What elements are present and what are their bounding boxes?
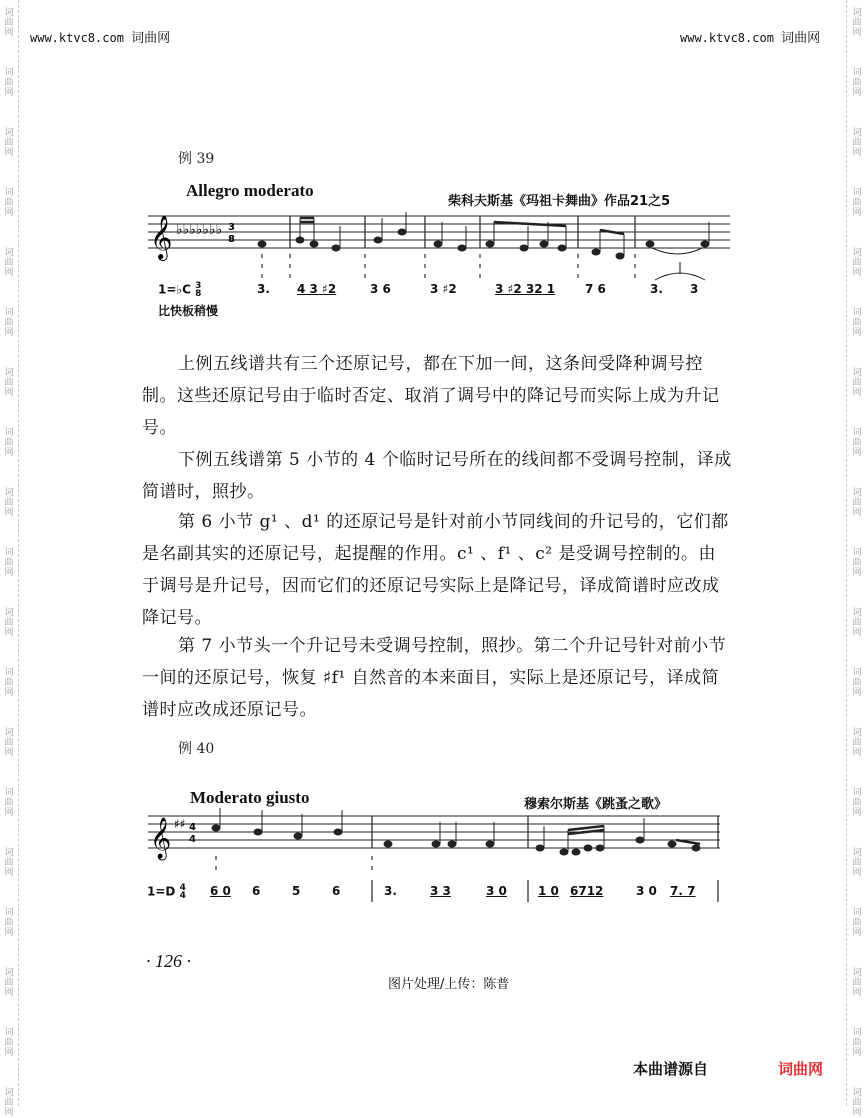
example-39-score — [140, 204, 740, 314]
watermark-char: 词 — [852, 1088, 862, 1098]
watermark-char: 网 — [852, 268, 862, 278]
example-40-jianpu-barlines — [146, 880, 726, 906]
beams — [568, 826, 700, 844]
watermark-char: 词 — [4, 428, 14, 438]
watermark-group — [2, 728, 16, 758]
paragraph-2-text: 下例五线谱第 5 小节的 4 个临时记号所在的线间都不受调号控制，译成简谱时，照抄。 — [142, 450, 732, 502]
watermark-group — [850, 308, 864, 338]
watermark-char: 词 — [4, 908, 14, 918]
right-dashed-border — [846, 0, 847, 1106]
time-signature-bottom: 8 — [228, 234, 235, 245]
jianpu-cell: 3 3 — [430, 884, 451, 898]
right-watermark-column — [850, 0, 864, 1118]
guide-ticks — [216, 856, 372, 870]
time-signature-bottom: 4 — [189, 834, 196, 845]
watermark-char: 曲 — [4, 378, 14, 388]
watermark-char: 曲 — [4, 918, 14, 928]
jianpu-cell: 7. 7 — [670, 884, 696, 898]
watermark-char: 网 — [4, 568, 14, 578]
jianpu-cell: 6712 — [570, 884, 604, 898]
watermark-group — [850, 488, 864, 518]
watermark-char: 曲 — [4, 18, 14, 28]
watermark-char: 词 — [4, 1088, 14, 1098]
jianpu-cell: 1 0 — [538, 884, 559, 898]
watermark-char: 词 — [4, 1028, 14, 1038]
watermark-char: 曲 — [852, 1038, 862, 1048]
watermark-char: 词 — [4, 548, 14, 558]
stems — [300, 212, 709, 256]
page-number: · 126 · — [146, 951, 191, 971]
watermark-char: 曲 — [852, 18, 862, 28]
watermark-char: 网 — [4, 628, 14, 638]
watermark-group — [850, 788, 864, 818]
watermark-group — [2, 668, 16, 698]
tie — [652, 248, 702, 254]
watermark-group — [2, 428, 16, 458]
watermark-char: 词 — [4, 68, 14, 78]
watermark-char: 词 — [852, 908, 862, 918]
watermark-char: 网 — [852, 568, 862, 578]
watermark-char: 曲 — [852, 918, 862, 928]
watermark-char: 词 — [4, 788, 14, 798]
watermark-char: 网 — [4, 448, 14, 458]
jianpu-cell: 3. — [257, 282, 270, 296]
watermark-group — [850, 368, 864, 398]
key-signature-flats: ♭♭♭♭♭♭♭ — [176, 222, 223, 238]
source-label: 本曲谱源自 — [633, 1060, 709, 1078]
watermark-char: 词 — [852, 488, 862, 498]
watermark-group — [2, 68, 16, 98]
watermark-char: 曲 — [852, 198, 862, 208]
example-39-key — [158, 282, 201, 298]
example-39-label: 例 39 — [178, 151, 215, 167]
watermark-char: 曲 — [852, 558, 862, 568]
key-signature-sharps: ♯♯ — [174, 817, 186, 831]
watermark-group — [850, 668, 864, 698]
watermark-group — [850, 248, 864, 278]
time-signature-top: 4 — [189, 822, 196, 833]
watermark-char: 词 — [852, 188, 862, 198]
watermark-char: 曲 — [4, 858, 14, 868]
watermark-char: 词 — [4, 128, 14, 138]
watermark-char: 词 — [852, 368, 862, 378]
jianpu-cell: 6 — [332, 884, 341, 898]
watermark-group — [850, 968, 864, 998]
watermark-char: 词 — [4, 248, 14, 258]
watermark-char: 曲 — [4, 558, 14, 568]
left-dashed-border — [18, 0, 19, 1106]
header-left-site[interactable]: 词曲网 — [131, 31, 171, 46]
watermark-char: 网 — [4, 388, 14, 398]
example-39-tempo: Allegro moderato — [186, 181, 314, 200]
watermark-char: 曲 — [852, 678, 862, 688]
paragraph-4 — [142, 630, 732, 726]
watermark-group — [2, 608, 16, 638]
watermark-char: 网 — [852, 748, 862, 758]
jianpu-cell: 5 — [292, 884, 301, 898]
watermark-char: 网 — [852, 988, 862, 998]
watermark-char: 词 — [852, 248, 862, 258]
watermark-char: 网 — [4, 88, 14, 98]
watermark-char: 曲 — [4, 198, 14, 208]
watermark-char: 网 — [4, 1048, 14, 1058]
watermark-char: 曲 — [852, 1098, 862, 1108]
watermark-char: 网 — [852, 148, 862, 158]
watermark-char: 网 — [4, 928, 14, 938]
example-40-composer: 穆索尔斯基《跳蚤之歌》 — [524, 797, 668, 812]
watermark-char: 网 — [4, 808, 14, 818]
paragraph-3 — [142, 506, 732, 634]
paragraph-4-text: 第 7 小节头一个升记号未受调号控制，照抄。第二个升记号针对前小节一间的还原记号，恢复 ♯f¹ 自然音的本来面目，实际上是还原记号，译成简谱时应改成还原记号。 — [142, 636, 727, 720]
watermark-char: 曲 — [4, 498, 14, 508]
watermark-char: 曲 — [852, 138, 862, 148]
watermark-char: 曲 — [852, 798, 862, 808]
watermark-group — [850, 848, 864, 878]
jianpu-cell: 3. — [384, 884, 397, 898]
watermark-char: 网 — [4, 688, 14, 698]
watermark-char: 网 — [852, 448, 862, 458]
watermark-char: 曲 — [4, 618, 14, 628]
watermark-char: 词 — [852, 848, 862, 858]
example-39-key-value: 1=♭C — [158, 282, 191, 297]
header-left-url[interactable]: www.ktvc8.com — [30, 31, 124, 45]
watermark-char: 曲 — [4, 78, 14, 88]
watermark-char: 曲 — [852, 78, 862, 88]
watermark-group — [850, 188, 864, 218]
watermark-group — [2, 188, 16, 218]
jianpu-cell: 3. — [650, 282, 663, 296]
watermark-char: 词 — [4, 488, 14, 498]
watermark-group — [2, 128, 16, 158]
watermark-char: 词 — [852, 8, 862, 18]
watermark-char: 词 — [4, 308, 14, 318]
watermark-group — [850, 8, 864, 38]
watermark-char: 词 — [4, 8, 14, 18]
source-brand-link[interactable]: 词曲网 — [778, 1060, 824, 1078]
watermark-char: 网 — [4, 508, 14, 518]
watermark-char: 曲 — [4, 318, 14, 328]
jianpu-cell: 3 6 — [370, 282, 391, 296]
example-39-composer: 柴科夫斯基《玛祖卡舞曲》作品21之5 — [448, 194, 671, 209]
jianpu-cell: 4 3 ♯2 — [297, 282, 337, 296]
watermark-char: 网 — [852, 808, 862, 818]
watermark-char: 词 — [852, 608, 862, 618]
watermark-char: 网 — [852, 868, 862, 878]
watermark-char: 曲 — [4, 798, 14, 808]
jianpu-slur — [655, 273, 705, 280]
watermark-char: 词 — [852, 668, 862, 678]
watermark-char: 曲 — [852, 318, 862, 328]
watermark-char: 曲 — [4, 978, 14, 988]
watermark-group — [850, 428, 864, 458]
watermark-char: 网 — [4, 208, 14, 218]
watermark-group — [850, 548, 864, 578]
watermark-char: 词 — [852, 788, 862, 798]
watermark-group — [2, 908, 16, 938]
watermark-char: 网 — [4, 148, 14, 158]
watermark-group — [2, 788, 16, 818]
watermark-char: 曲 — [852, 978, 862, 988]
jianpu-cell: 6 0 — [210, 884, 231, 898]
paragraph-1-text: 上例五线谱共有三个还原记号，都在下加一间，这条间受降种调号控制。这些还原记号由于临时否定、取消了调号中的降记号而实际上成为升记号。 — [142, 354, 720, 438]
watermark-char: 网 — [852, 1048, 862, 1058]
watermark-char: 网 — [852, 688, 862, 698]
treble-clef: 𝄞 — [150, 818, 172, 859]
watermark-char: 词 — [4, 728, 14, 738]
watermark-group — [850, 608, 864, 638]
watermark-char: 词 — [852, 428, 862, 438]
example-40-label: 例 40 — [178, 741, 215, 757]
watermark-char: 曲 — [852, 618, 862, 628]
example-39-time-bottom-jianpu: 8 — [195, 289, 202, 299]
watermark-char: 曲 — [4, 438, 14, 448]
watermark-char: 词 — [852, 728, 862, 738]
watermark-char: 词 — [4, 848, 14, 858]
watermark-group — [850, 128, 864, 158]
watermark-char: 曲 — [4, 258, 14, 268]
watermark-group — [850, 68, 864, 98]
watermark-group — [850, 1088, 864, 1118]
watermark-char: 网 — [852, 388, 862, 398]
watermark-char: 词 — [4, 188, 14, 198]
watermark-char: 曲 — [852, 258, 862, 268]
left-watermark-column — [2, 0, 16, 1118]
watermark-char: 网 — [4, 28, 14, 38]
watermark-group — [2, 488, 16, 518]
watermark-group — [2, 368, 16, 398]
watermark-char: 曲 — [4, 678, 14, 688]
watermark-char: 网 — [4, 868, 14, 878]
watermark-char: 曲 — [852, 438, 862, 448]
watermark-group — [2, 308, 16, 338]
watermark-char: 曲 — [4, 1038, 14, 1048]
watermark-group — [850, 1028, 864, 1058]
watermark-char: 网 — [4, 328, 14, 338]
header-right-site[interactable]: 词曲网 — [781, 31, 821, 46]
watermark-char: 网 — [852, 208, 862, 218]
watermark-char: 曲 — [852, 858, 862, 868]
watermark-char: 曲 — [852, 498, 862, 508]
jianpu-cell: 3 0 — [636, 884, 657, 898]
watermark-char: 词 — [852, 968, 862, 978]
example-40-score — [140, 808, 730, 878]
time-signature-top: 3 — [228, 222, 235, 233]
watermark-group — [850, 908, 864, 938]
paragraph-3-text: 第 6 小节 g¹ 、d¹ 的还原记号是针对前小节同线间的升记号的，它们都是名副其实的还原记号，起提醒的作用。c¹ 、f¹ 、c² 是受调号控制的。由于调号是升记号，因而它们的还原记号实际上是降记号，译成简谱时应改成降记号。 — [142, 512, 729, 628]
jianpu-cell: 6 — [252, 884, 261, 898]
example-39-time-top-jianpu: 3 — [195, 281, 202, 291]
watermark-char: 词 — [852, 68, 862, 78]
watermark-char: 网 — [852, 1108, 862, 1118]
watermark-char: 网 — [852, 88, 862, 98]
watermark-char: 曲 — [4, 738, 14, 748]
watermark-char: 词 — [852, 1028, 862, 1038]
watermark-char: 网 — [852, 28, 862, 38]
watermark-group — [2, 1088, 16, 1118]
watermark-char: 词 — [4, 368, 14, 378]
jianpu-cell: 3 ♯2 — [430, 282, 457, 296]
watermark-char: 词 — [852, 548, 862, 558]
watermark-char: 网 — [4, 988, 14, 998]
watermark-char: 曲 — [852, 738, 862, 748]
jianpu-cell: 3 — [690, 282, 699, 296]
jianpu-cell: 3 0 — [486, 884, 507, 898]
example-40-tempo: Moderato giusto — [190, 788, 310, 807]
watermark-char: 曲 — [4, 138, 14, 148]
watermark-char: 网 — [4, 268, 14, 278]
watermark-char: 词 — [852, 128, 862, 138]
upload-credit: 图片处理/上传：陈普 — [388, 977, 510, 992]
jianpu-cell: 3 ♯2 32 1 — [495, 282, 556, 296]
watermark-group — [2, 248, 16, 278]
paragraph-1 — [142, 348, 732, 444]
watermark-char: 词 — [4, 968, 14, 978]
watermark-char: 网 — [852, 508, 862, 518]
watermark-char: 词 — [4, 668, 14, 678]
watermark-char: 网 — [4, 748, 14, 758]
watermark-group — [2, 848, 16, 878]
watermark-char: 曲 — [4, 1098, 14, 1108]
example-40-key-value: 1=D — [147, 884, 176, 899]
treble-clef: 𝄞 — [150, 215, 173, 259]
paragraph-2 — [142, 444, 732, 508]
watermark-group — [2, 968, 16, 998]
example-39-tempo-note: 比快板稍慢 — [158, 304, 219, 318]
example-40-time-top-jianpu: 4 — [179, 883, 186, 893]
watermark-char: 词 — [852, 308, 862, 318]
watermark-char: 词 — [4, 608, 14, 618]
watermark-char: 网 — [852, 628, 862, 638]
jianpu-cell: 7 6 — [585, 282, 606, 296]
watermark-char: 网 — [4, 1108, 14, 1118]
noteheads — [258, 229, 710, 260]
watermark-group — [2, 1028, 16, 1058]
watermark-char: 网 — [852, 328, 862, 338]
watermark-char: 网 — [852, 928, 862, 938]
example-40-time-bottom-jianpu: 4 — [179, 891, 186, 901]
header-right-url[interactable]: www.ktvc8.com — [680, 31, 774, 45]
watermark-group — [2, 548, 16, 578]
watermark-group — [850, 728, 864, 758]
watermark-char: 曲 — [852, 378, 862, 388]
header-right[interactable] — [680, 27, 820, 46]
watermark-group — [2, 8, 16, 38]
header-left[interactable] — [30, 27, 170, 46]
